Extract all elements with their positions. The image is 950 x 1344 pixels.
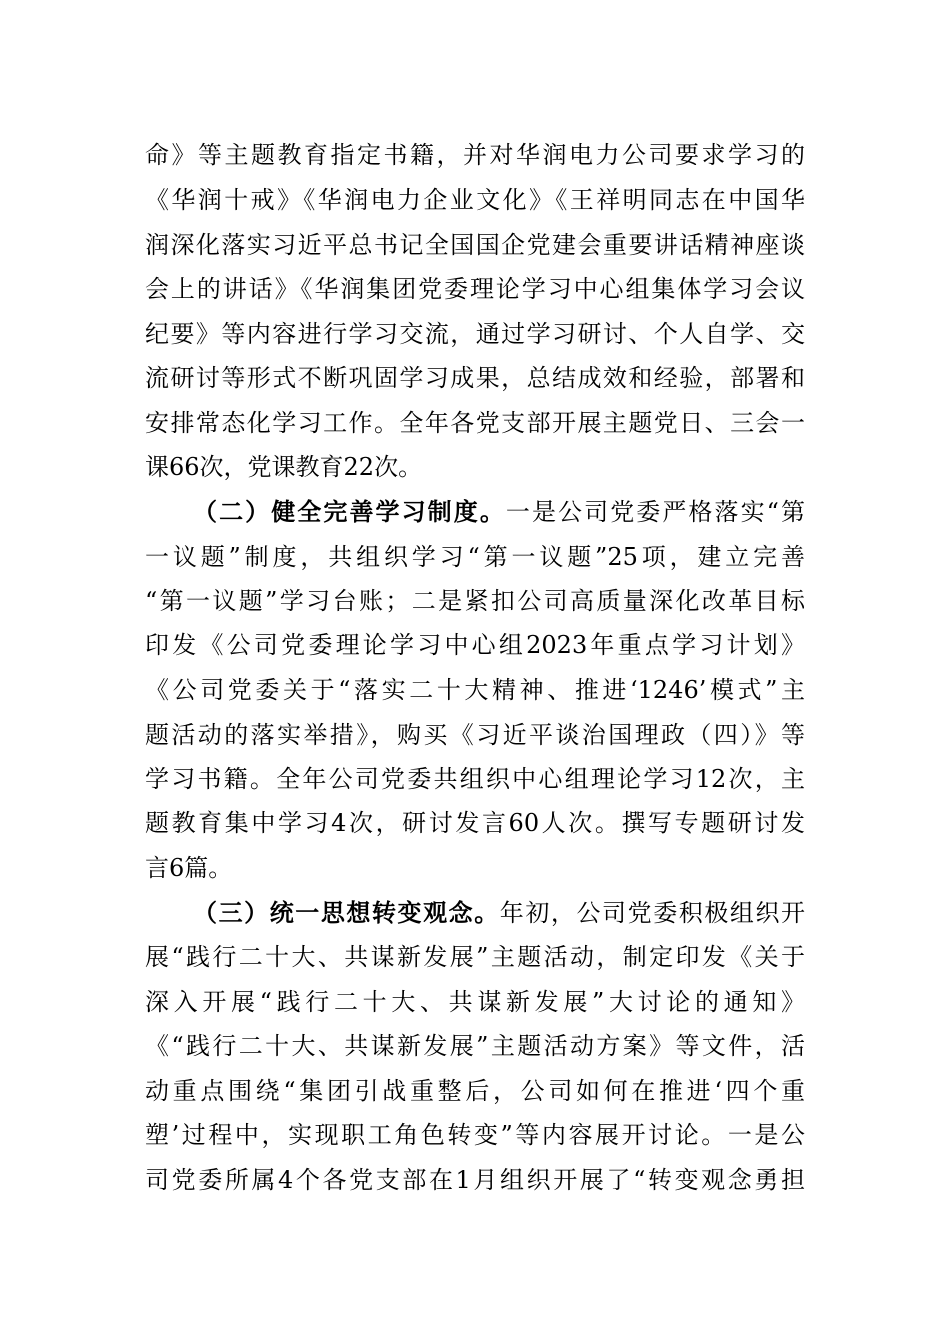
section-2-heading: （二）健全完善学习制度。 [193, 497, 506, 526]
paragraph-line: 润深化落实习近平总书记全国国企党建会重要讲话精神座谈 [145, 231, 805, 259]
paragraph-line: 一议题”制度，共组织学习“第一议题”25项，建立完善 [145, 543, 805, 571]
section-2-first-line-text: 一是公司党委严格落实“第 [505, 498, 805, 526]
paragraph-line: 学习书籍。全年公司党委共组织中心组理论学习12次，主 [145, 765, 805, 793]
paragraph-line: “第一议题”学习台账；二是紧扣公司高质量深化改革目标 [145, 587, 805, 615]
paragraph-line: 《华润十戒》《华润电力企业文化》《王祥明同志在中国华 [145, 186, 805, 214]
paragraph-line: 题教育集中学习4次，研讨发言60人次。撰写专题研讨发 [145, 809, 805, 837]
paragraph-line: 司党委所属4个各党支部在1月组织开展了“转变观念勇担 [145, 1166, 805, 1194]
paragraph-line: 印发《公司党委理论学习中心组2023年重点学习计划》 [145, 631, 805, 659]
section-3-first-line [193, 893, 805, 933]
paragraph-line: 课66次，党课教育22次。 [145, 453, 423, 481]
paragraph-line: 安排常态化学习工作。全年各党支部开展主题党日、三会一 [145, 409, 805, 437]
paragraph-line: 塑’过程中，实现职工角色转变”等内容展开讨论。一是公 [145, 1121, 805, 1149]
paragraph-line: 《“践行二十大、共谋新发展”主题活动方案》等文件，活 [145, 1032, 805, 1060]
paragraph-line: 深入开展“践行二十大、共谋新发展”大讨论的通知》 [145, 988, 805, 1016]
paragraph-line: 动重点围绕“集团引战重整后，公司如何在推进‘四个重 [145, 1077, 805, 1105]
paragraph-line: 命》等主题教育指定书籍，并对华润电力公司要求学习的 [145, 141, 805, 169]
section-3-first-line-text: 年初，公司党委积极组织开 [499, 899, 806, 927]
paragraph-line: 流研讨等形式不断巩固学习成果，总结成效和经验，部署和 [145, 364, 805, 392]
paragraph-line: 展“践行二十大、共谋新发展”主题活动，制定印发《关于 [145, 943, 805, 971]
paragraph-line: 《公司党委关于“落实二十大精神、推进‘1246’模式”主 [145, 676, 805, 704]
paragraph-line: 题活动的落实举措》，购买《习近平谈治国理政（四）》等 [145, 721, 805, 749]
paragraph-line: 言6篇。 [145, 854, 233, 882]
section-2-first-line [193, 492, 805, 532]
section-3-heading: （三）统一思想转变观念。 [193, 898, 500, 927]
paragraph-line: 会上的讲话》《华润集团党委理论学习中心组集体学习会议 [145, 275, 805, 303]
paragraph-line: 纪要》等内容进行学习交流，通过学习研讨、个人自学、交 [145, 320, 805, 348]
